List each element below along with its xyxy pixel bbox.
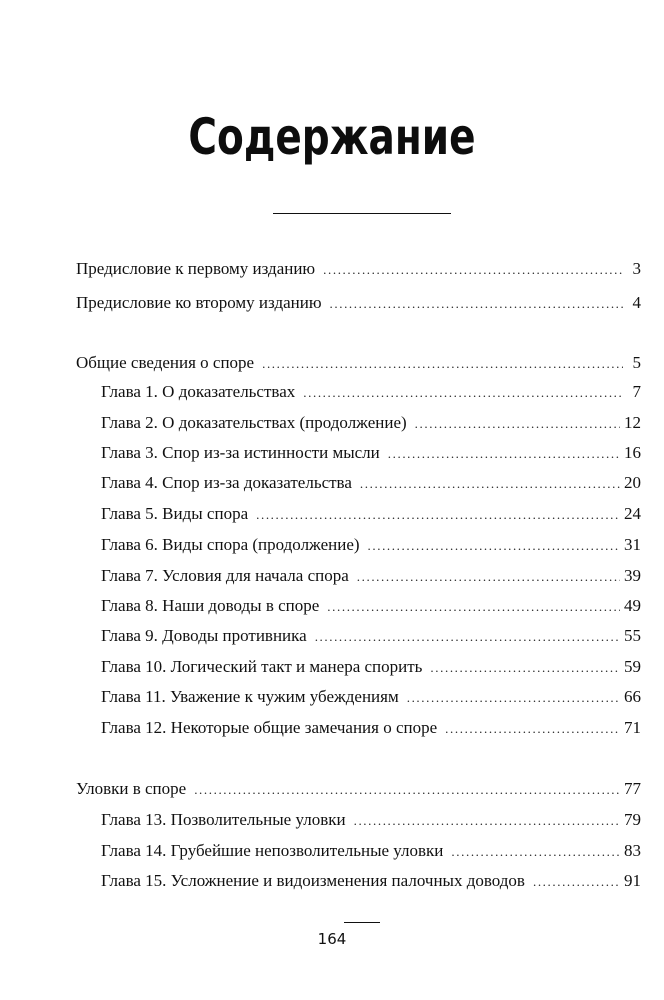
toc-entry-label: Предисловие ко второму изданию (76, 293, 322, 312)
dot-leader (451, 841, 620, 863)
toc-chapter-entry[interactable] (101, 840, 641, 862)
toc-entry-label: Глава 8. Наши доводы в споре (101, 596, 320, 615)
toc-entry-label: Глава 4. Спор из-за доказательства (101, 473, 352, 492)
toc-entry-label: Глава 9. Доводы противника (101, 626, 307, 645)
dot-leader (430, 657, 620, 679)
dot-leader (368, 535, 620, 557)
toc-entry-label: Глава 15. Усложнение и видоизменения палочных доводов (101, 871, 525, 890)
dot-leader (303, 382, 623, 404)
dot-leader (360, 473, 620, 495)
toc-entry-page: 59 (624, 657, 641, 676)
toc-entry-label: Глава 10. Логический такт и манера спорить (101, 657, 423, 676)
toc-entry-page: 39 (624, 566, 641, 585)
toc-chapter-entry[interactable] (101, 809, 641, 831)
toc-entry-page: 4 (632, 293, 641, 312)
toc-entry-page: 7 (632, 382, 641, 401)
toc-entry-page: 20 (624, 473, 641, 492)
toc-entry-page: 3 (632, 259, 641, 278)
toc-entry-label: Глава 3. Спор из-за истинности мысли (101, 443, 380, 462)
toc-chapter-entry[interactable] (101, 595, 641, 617)
toc-entry-label: Глава 1. О доказательствах (101, 382, 296, 401)
toc-entry-label: Уловки в споре (76, 779, 187, 798)
toc-entry-page: 12 (624, 413, 641, 432)
toc-chapter-entry[interactable] (101, 656, 641, 678)
page-number: 164 (317, 930, 347, 948)
dot-leader (330, 293, 623, 315)
toc-chapter-entry[interactable] (101, 534, 641, 556)
toc-entry-page: 55 (624, 626, 641, 645)
dot-leader (194, 779, 620, 801)
dot-leader (256, 504, 620, 526)
toc-chapter-entry[interactable] (101, 503, 641, 525)
dot-leader (388, 443, 620, 465)
dot-leader (445, 718, 620, 740)
toc-entry-label: Глава 5. Виды спора (101, 504, 249, 523)
toc-section-entry[interactable] (76, 778, 641, 800)
toc-entry[interactable] (76, 292, 641, 314)
toc-chapter-entry[interactable] (101, 717, 641, 739)
dot-leader (354, 810, 620, 832)
toc-entry-page: 66 (624, 687, 641, 706)
toc-entry-page: 24 (624, 504, 641, 523)
toc-entry-label: Глава 11. Уважение к чужим убеждениям (101, 687, 399, 706)
toc-entry-label: Глава 7. Условия для начала спора (101, 566, 349, 585)
toc-entry-page: 79 (624, 810, 641, 829)
toc-entry-label: Общие сведения о споре (76, 353, 255, 372)
toc-entry[interactable] (76, 258, 641, 280)
toc-entry-label: Глава 13. Позволительные уловки (101, 810, 346, 829)
dot-leader (415, 413, 620, 435)
toc-entry-label: Глава 12. Некоторые общие замечания о споре (101, 718, 438, 737)
dot-leader (323, 259, 623, 281)
toc-entry-label: Предисловие к первому изданию (76, 259, 316, 278)
toc-section-entry[interactable] (76, 352, 641, 374)
toc-entry-label: Глава 2. О доказательствах (продолжение) (101, 413, 407, 432)
toc-chapter-entry[interactable] (101, 412, 641, 434)
toc-chapter-entry[interactable] (101, 686, 641, 708)
toc-chapter-entry[interactable] (101, 565, 641, 587)
toc-entry-page: 83 (624, 841, 641, 860)
toc-entry-page: 31 (624, 535, 641, 554)
dot-leader (357, 566, 620, 588)
dot-leader (407, 687, 620, 709)
toc-chapter-entry[interactable] (101, 472, 641, 494)
title-underline (273, 213, 451, 214)
toc-entry-page: 91 (624, 871, 641, 890)
page-title: Содержание (188, 108, 476, 166)
toc-entry-label: Глава 6. Виды спора (продолжение) (101, 535, 360, 554)
toc-chapter-entry[interactable] (101, 442, 641, 464)
toc-entry-label: Глава 14. Грубейшие непозволительные уловки (101, 841, 444, 860)
toc-chapter-entry[interactable] (101, 870, 641, 892)
dot-leader (533, 871, 620, 893)
toc-entry-page: 77 (624, 779, 641, 798)
toc-entry-page: 16 (624, 443, 641, 462)
dot-leader (262, 353, 623, 375)
dot-leader (327, 596, 620, 618)
dot-leader (315, 626, 620, 648)
toc-entry-page: 49 (624, 596, 641, 615)
folio-rule (344, 922, 380, 923)
toc-entry-page: 5 (632, 353, 641, 372)
toc-chapter-entry[interactable] (101, 625, 641, 647)
toc-entry-page: 71 (624, 718, 641, 737)
toc-chapter-entry[interactable] (101, 381, 641, 403)
